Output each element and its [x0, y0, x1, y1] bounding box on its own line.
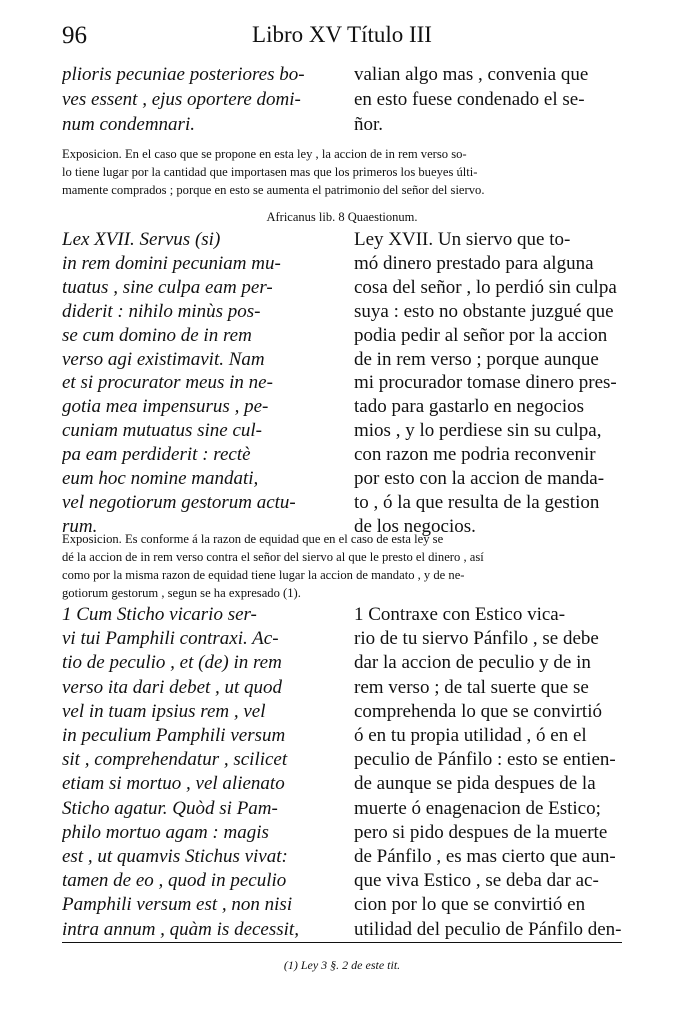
note-line: lo tiene lugar por la cantidad que importasen mas que los primeros los bueyes últi- — [62, 165, 478, 179]
text-line: in peculium Pamphili versum — [62, 725, 286, 747]
latin-column — [62, 62, 330, 137]
text-line: in rem domini pecuniam mu- — [62, 252, 281, 274]
text-line: mi procurador tomase dinero pres- — [354, 372, 617, 394]
text-line: de Pánfilo , es mas cierto que aun- — [354, 846, 616, 868]
note-line: dé la accion de in rem verso contra el señor del siervo al que le presto el dinero , así — [62, 550, 484, 564]
text-line: vel negotiorum gestorum actu- — [62, 491, 296, 513]
text-line: que viva Estico , se deba dar ac- — [354, 870, 599, 892]
text-line: Lex XVII. Servus (si) — [62, 229, 221, 250]
text-line: peculio de Pánfilo : esto se entien- — [354, 749, 616, 771]
spanish-column — [354, 228, 622, 539]
text-line: podia pedir al señor por la accion — [354, 324, 608, 346]
text-line: de aunque se pida despues de la — [354, 773, 596, 795]
text-line: mios , y lo perdiese sin su culpa, — [354, 420, 602, 442]
text-line: vel in tuam ipsius rem , vel — [62, 700, 266, 722]
note-line: Exposicion. En el caso que se propone en esta ley , la accion de in rem verso so- — [62, 147, 467, 161]
text-line: Ley XVII. Un siervo que to- — [354, 229, 571, 250]
text-line: eum hoc nomine mandati, — [62, 468, 259, 490]
note-line: mamente comprados ; porque en esto se aumenta el patrimonio del señor del siervo. — [62, 183, 485, 197]
text-line: verso ita dari debet , ut quod — [62, 676, 283, 698]
text-line: to , ó la que resulta de la gestion — [354, 491, 600, 513]
text-line: tamen de eo , quod in peculio — [62, 870, 287, 892]
top-continuation — [62, 62, 622, 140]
text-line: philo mortuo agam : magis — [62, 821, 269, 843]
text-line: plioris pecuniae posteriores bo- — [62, 64, 305, 85]
text-line: dar la accion de peculio y de in — [354, 652, 591, 674]
exposicion-note — [62, 145, 622, 199]
spanish-column — [354, 62, 622, 137]
text-line: Sticho agatur. Quòd si Pam- — [62, 797, 278, 819]
source-attribution: Africanus lib. 8 Quaestionum. — [266, 210, 418, 224]
text-line: se cum domino de in rem — [62, 324, 252, 346]
text-line: utilidad del peculio de Pánfilo den- — [354, 918, 622, 940]
text-line: rio de tu siervo Pánfilo , se debe — [354, 628, 599, 650]
text-line: en esto fuese condenado el se- — [354, 89, 585, 110]
text-line: tado para gastarlo en negocios — [354, 396, 585, 418]
text-line: ñor. — [354, 114, 384, 135]
text-line: est , ut quamvis Stichus vivat: — [62, 846, 288, 868]
exposicion-note — [62, 530, 622, 602]
text-line: muerte ó enagenacion de Estico; — [354, 797, 601, 819]
text-line: num condemnari. — [62, 114, 195, 135]
text-line: cuniam mutuatus sine cul- — [62, 420, 263, 442]
text-line: de in rem verso ; porque aunque — [354, 348, 599, 370]
latin-column — [62, 228, 330, 539]
text-line: pero si pido despues de la muerte — [354, 821, 608, 843]
section-1 — [62, 603, 622, 943]
note-line: Exposicion. Es conforme á la razon de equidad que en el caso de esta ley se — [62, 532, 444, 546]
note-line: gotiorum gestorum , segun se ha expresado (1). — [62, 586, 301, 600]
note-line: como por la misma razon de equidad tiene lugar la accion de mandato , y de ne- — [62, 568, 465, 582]
latin-column — [62, 603, 330, 942]
text-line: suya : esto no obstante juzgué que — [354, 300, 614, 322]
text-line: tuatus , sine culpa eam per- — [62, 276, 273, 298]
text-line: rem verso ; de tal suerte que se — [354, 676, 589, 698]
page-header — [62, 22, 622, 52]
footnote-divider — [62, 942, 622, 943]
text-line: tio de peculio , et (de) in rem — [62, 652, 282, 674]
text-line: etiam si mortuo , vel alienato — [62, 773, 285, 795]
text-line: 1 Cum Sticho vicario ser- — [62, 604, 257, 625]
running-title: Libro XV Título III — [252, 22, 432, 47]
text-line: 1 Contraxe con Estico vica- — [354, 604, 566, 625]
text-line: intra annum , quàm is decessit, — [62, 918, 299, 940]
text-line: Pamphili versum est , non nisi — [62, 894, 293, 916]
text-line: et si procurator meus in ne- — [62, 372, 273, 394]
text-line: vi tui Pamphili contraxi. Ac- — [62, 628, 279, 650]
footnote: (1) Ley 3 §. 2 de este tit. — [283, 958, 401, 972]
text-line: sit , comprehendatur , scilicet — [62, 749, 288, 771]
text-line: ó en tu propia utilidad , ó en el — [354, 725, 587, 747]
text-line: comprehenda lo que se convirtió — [354, 700, 602, 722]
text-line: pa eam perdiderit : rectè — [62, 444, 251, 466]
text-line: cosa del señor , lo perdió sin culpa — [354, 276, 617, 298]
text-line: valian algo mas , convenia que — [354, 64, 589, 85]
text-line: mó dinero prestado para alguna — [354, 252, 594, 274]
text-line: diderit : nihilo minùs pos- — [62, 300, 261, 322]
text-line: por esto con la accion de manda- — [354, 468, 605, 490]
text-line: verso agi existimavit. Nam — [62, 348, 265, 370]
text-line: ves essent , ejus oportere domi- — [62, 89, 301, 110]
spanish-column — [354, 603, 622, 942]
lex-17 — [62, 228, 622, 540]
text-line: con razon me podria reconvenir — [354, 444, 596, 466]
text-line: gotia mea impensurus , pe- — [62, 396, 269, 418]
text-line: de los negocios. — [354, 515, 476, 537]
text-line: cion por lo que se convirtió en — [354, 894, 586, 916]
page-number: 96 — [62, 22, 87, 49]
text-line: rum. — [62, 515, 98, 537]
